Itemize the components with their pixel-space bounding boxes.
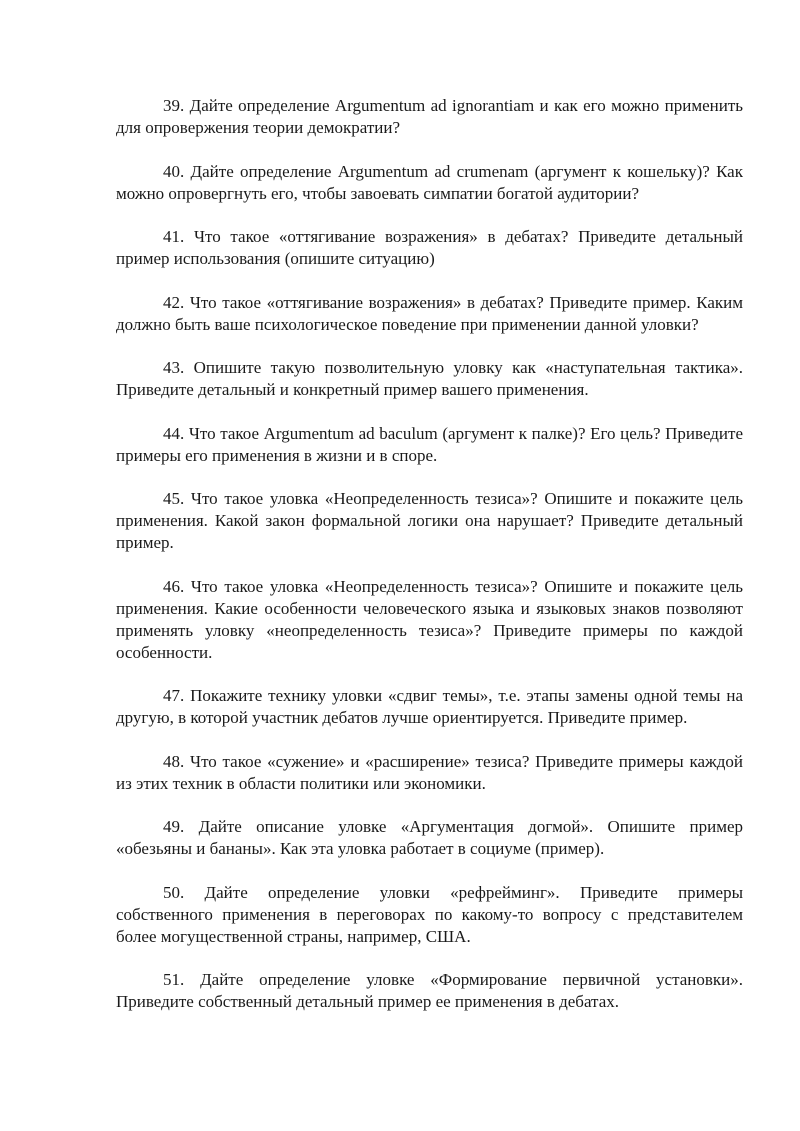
question-42: 42. Что такое «оттягивание возражения» в дебатах? Приведите пример. Каким должно быть ваше психологическое поведение при применении данной уловки?: [116, 292, 743, 334]
question-40: 40. Дайте определение Argumentum ad crumenam (аргумент к кошельку)? Как можно опровергнуть его, чтобы завоевать симпатии богатой аудитории?: [116, 161, 743, 203]
question-41: 41. Что такое «оттягивание возражения» в дебатах? Приведите детальный пример использования (опишите ситуацию): [116, 227, 743, 268]
question-50: 50. Дайте определение уловки «рефрейминг». Приведите примеры собственного применения в переговорах по какому-то вопросу с представителем более могущественной страны, например, США.: [116, 882, 743, 946]
question-48: 48. Что такое «сужение» и «расширение» тезиса? Приведите примеры каждой из этих техник в области политики или экономики.: [116, 751, 743, 793]
question-51: 51. Дайте определение уловке «Формирование первичной установки». Приведите собственный детальный пример ее применения в дебатах.: [116, 970, 743, 1011]
document-page: [116, 95, 743, 1013]
question-46: 46. Что такое уловка «Неопределенность тезиса»? Опишите и покажите цель применения. Какие особенности человеческого языка и языковых знаков позволяют применять уловку «неопределенность тезиса»? Приведите примеры по каждой особенности.: [116, 576, 743, 662]
question-47: 47. Покажите технику уловки «сдвиг темы», т.е. этапы замены одной темы на другую, в которой участник дебатов лучше ориентируется. Приведите пример.: [116, 686, 743, 727]
question-39: 39. Дайте определение Argumentum ad ignorantiam и как его можно применить для опровержения теории демократии?: [116, 96, 743, 137]
question-43: 43. Опишите такую позволительную уловку как «наступательная тактика». Приведите детальный и конкретный пример вашего применения.: [116, 358, 743, 399]
question-45: 45. Что такое уловка «Неопределенность тезиса»? Опишите и покажите цель применения. Какой закон формальной логики она нарушает? Приведите детальный пример.: [116, 489, 743, 552]
question-49: 49. Дайте описание уловке «Аргументация догмой». Опишите пример «обезьяны и бананы». Как эта уловка работает в социуме (пример).: [116, 817, 743, 858]
question-44: 44. Что такое Argumentum ad baculum (аргумент к палке)? Его цель? Приведите примеры его применения в жизни и в споре.: [116, 423, 743, 465]
